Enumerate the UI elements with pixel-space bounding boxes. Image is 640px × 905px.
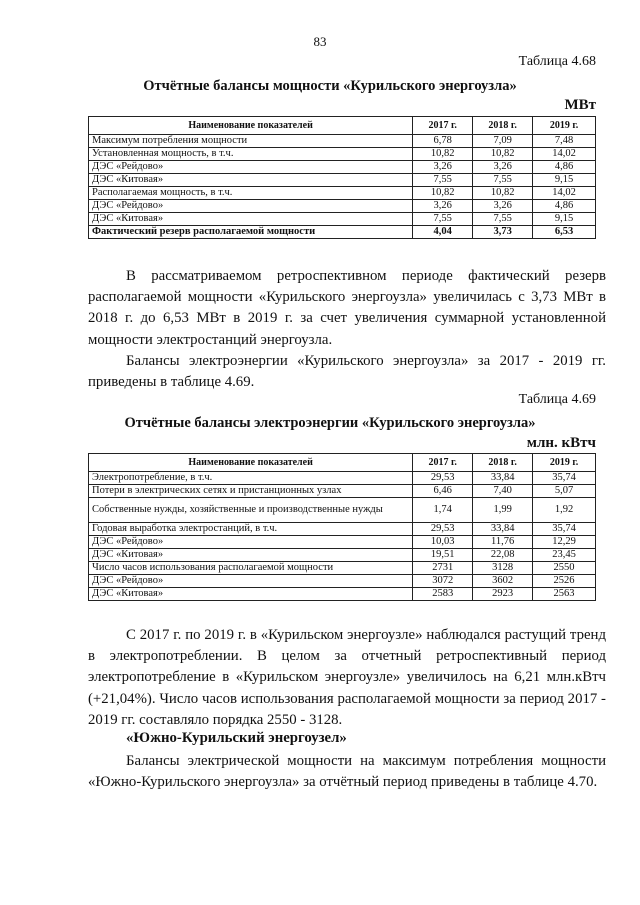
section-heading-south-kuril: «Южно-Курильский энергоузел» [126, 730, 347, 746]
table-unit-mln-kwh: млн. кВтч [526, 435, 596, 451]
column-header: Наименование показателей [89, 454, 413, 472]
table-row [89, 575, 596, 588]
table-row [89, 549, 596, 562]
cell-2018: 1,99 [473, 498, 533, 523]
cell-2018: 33,84 [473, 523, 533, 536]
cell-2017: 3072 [413, 575, 473, 588]
cell-2019: 14,02 [533, 187, 596, 200]
paragraph-text: Балансы электрической мощности на максимум потребления мощности «Южно-Курильского энергоузла» за отчётный период приведены в таблице 4.70. [88, 753, 606, 791]
row-label: Потери в электрических сетях и пристанционных узлах [89, 485, 413, 498]
row-label: ДЭС «Рейдово» [89, 161, 413, 174]
table-row [89, 588, 596, 601]
paragraph-text: Балансы электроэнергии «Курильского энергоузла» за 2017 - 2019 гг. приведены в таблице 4.69. [88, 352, 606, 391]
table-row [89, 485, 596, 498]
column-header: 2018 г. [473, 454, 533, 472]
power-balance-table [88, 116, 596, 239]
table-caption-4-68: Таблица 4.68 [518, 54, 596, 69]
cell-2018: 2923 [473, 588, 533, 601]
cell-2017: 3,26 [413, 200, 473, 213]
cell-2018: 10,82 [473, 148, 533, 161]
row-label: Фактический резерв располагаемой мощности [89, 226, 413, 239]
row-label: Число часов использования располагаемой мощности [89, 562, 413, 575]
cell-2017: 1,74 [413, 498, 473, 523]
table-row [89, 161, 596, 174]
cell-2018: 10,82 [473, 187, 533, 200]
cell-2017: 4,04 [413, 226, 473, 239]
table-row [89, 523, 596, 536]
cell-2018: 7,09 [473, 135, 533, 148]
cell-2017: 29,53 [413, 523, 473, 536]
table-row [89, 135, 596, 148]
cell-2018: 7,55 [473, 213, 533, 226]
table-row [89, 174, 596, 187]
cell-2017: 6,78 [413, 135, 473, 148]
cell-2018: 7,55 [473, 174, 533, 187]
cell-2017: 7,55 [413, 174, 473, 187]
table-header-row [89, 117, 596, 135]
table-title-power-balance: Отчётные балансы мощности «Курильского энергоузла» [143, 78, 517, 94]
cell-2018: 11,76 [473, 536, 533, 549]
row-label: ДЭС «Рейдово» [89, 575, 413, 588]
table-row-total [89, 226, 596, 239]
paragraph-consumption-trend [88, 625, 606, 731]
table-row [89, 536, 596, 549]
cell-2018: 22,08 [473, 549, 533, 562]
energy-balance-table [88, 453, 596, 601]
table-row [89, 213, 596, 226]
table-row [89, 472, 596, 485]
cell-2017: 10,03 [413, 536, 473, 549]
cell-2019: 7,48 [533, 135, 596, 148]
table-title-energy-balance: Отчётные балансы электроэнергии «Курильского энергоузла» [124, 415, 536, 431]
cell-2017: 2583 [413, 588, 473, 601]
table-header-row [89, 454, 596, 472]
cell-2017: 7,55 [413, 213, 473, 226]
row-label: Максимум потребления мощности [89, 135, 413, 148]
cell-2017: 29,53 [413, 472, 473, 485]
column-header: 2019 г. [533, 454, 596, 472]
cell-2017: 10,82 [413, 148, 473, 161]
row-label: ДЭС «Рейдово» [89, 200, 413, 213]
column-header: 2018 г. [473, 117, 533, 135]
cell-2019: 9,15 [533, 174, 596, 187]
cell-2018: 33,84 [473, 472, 533, 485]
column-header: 2017 г. [413, 454, 473, 472]
cell-2018: 7,40 [473, 485, 533, 498]
row-label: ДЭС «Китовая» [89, 588, 413, 601]
column-header: 2017 г. [413, 117, 473, 135]
table-row [89, 148, 596, 161]
cell-2018: 3,73 [473, 226, 533, 239]
row-label: Располагаемая мощность, в т.ч. [89, 187, 413, 200]
row-label: Установленная мощность, в т.ч. [89, 148, 413, 161]
table-unit-mw: МВт [564, 97, 596, 113]
cell-2017: 10,82 [413, 187, 473, 200]
cell-2019: 35,74 [533, 523, 596, 536]
cell-2019: 35,74 [533, 472, 596, 485]
page-number: 83 [313, 34, 327, 49]
row-label: Электропотребление, в т.ч. [89, 472, 413, 485]
cell-2017: 19,51 [413, 549, 473, 562]
paragraph-text: В рассматриваемом ретроспективном периоде фактический резерв располагаемой мощности «Курильского энергоузла» увеличилась с 3,73 МВт в 2018 г. до 6,53 МВт в 2019 г. за счет увеличения суммарной установленной мощности электростанций энергоузла. [88, 268, 606, 348]
cell-2019: 6,53 [533, 226, 596, 239]
cell-2019: 4,86 [533, 200, 596, 213]
cell-2019: 9,15 [533, 213, 596, 226]
paragraph-text: С 2017 г. по 2019 г. в «Курильском энергоузле» наблюдался растущий тренд в электропотреблении. В целом за отчетный ретроспективный период электропотребление в «Курильском энергоузле» увеличилось на 6,21 млн.кВтч (+21,04%). Число часов использования располагаемой мощности за период 2017 - 2019 гг. составляло порядка 2550 - 3128. [88, 627, 606, 728]
cell-2017: 3,26 [413, 161, 473, 174]
table-row [89, 562, 596, 575]
table-row [89, 498, 596, 523]
cell-2018: 3,26 [473, 200, 533, 213]
column-header: 2019 г. [533, 117, 596, 135]
paragraph-south-kuril [88, 751, 606, 793]
row-label: ДЭС «Китовая» [89, 174, 413, 187]
row-label: ДЭС «Китовая» [89, 213, 413, 226]
row-label: ДЭС «Китовая» [89, 549, 413, 562]
cell-2019: 23,45 [533, 549, 596, 562]
table-row [89, 200, 596, 213]
cell-2019: 4,86 [533, 161, 596, 174]
cell-2019: 14,02 [533, 148, 596, 161]
table-row [89, 187, 596, 200]
paragraph-reserve [88, 266, 606, 393]
cell-2018: 3602 [473, 575, 533, 588]
cell-2018: 3128 [473, 562, 533, 575]
row-label: Годовая выработка электростанций, в т.ч. [89, 523, 413, 536]
column-header: Наименование показателей [89, 117, 413, 135]
cell-2019: 12,29 [533, 536, 596, 549]
cell-2017: 6,46 [413, 485, 473, 498]
row-label: Собственные нужды, хозяйственные и производственные нужды [89, 498, 413, 523]
table-caption-4-69: Таблица 4.69 [518, 392, 596, 407]
cell-2019: 2563 [533, 588, 596, 601]
cell-2017: 2731 [413, 562, 473, 575]
row-label: ДЭС «Рейдово» [89, 536, 413, 549]
cell-2019: 2550 [533, 562, 596, 575]
cell-2019: 2526 [533, 575, 596, 588]
cell-2019: 1,92 [533, 498, 596, 523]
cell-2019: 5,07 [533, 485, 596, 498]
cell-2018: 3,26 [473, 161, 533, 174]
